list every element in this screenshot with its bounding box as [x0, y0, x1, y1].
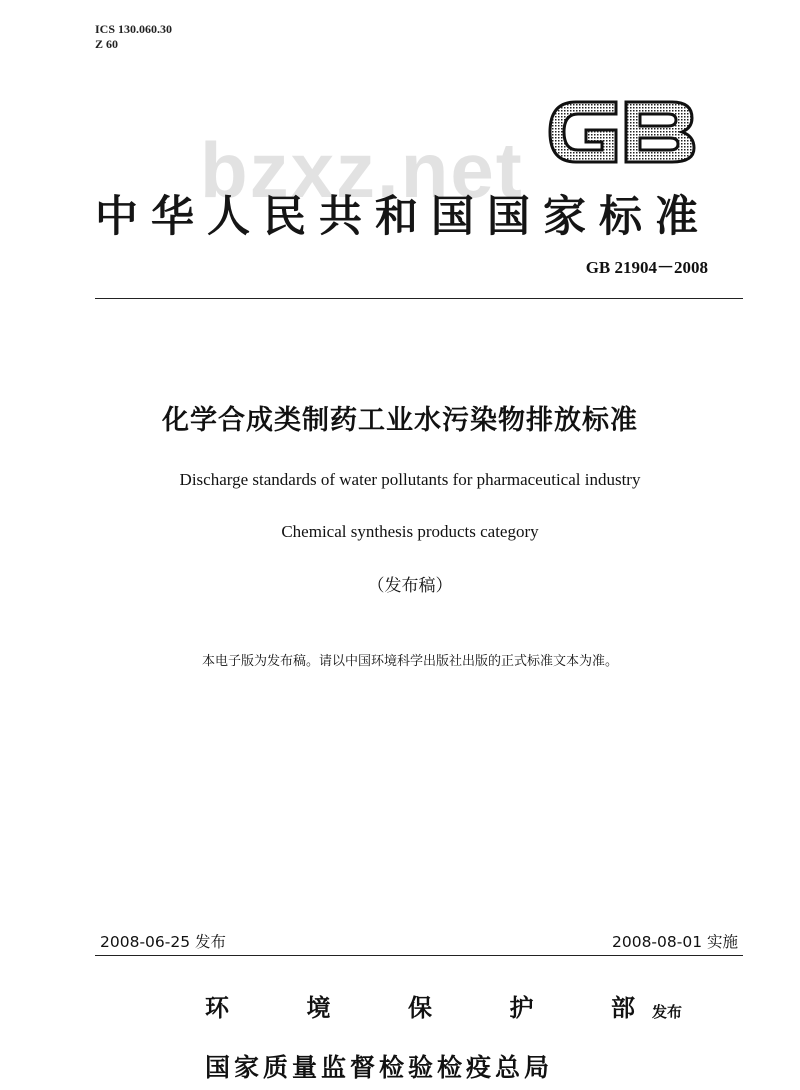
draft-label: （发布稿） — [367, 576, 453, 596]
publisher-char: 保 — [408, 994, 432, 1022]
document-title-en: Discharge standards of water pollutants for pharmaceutical industry — [179, 470, 641, 489]
publisher-char: 护 — [509, 994, 534, 1022]
document-title-cn: 化学合成类制药工业水污染物排放标准 — [162, 405, 638, 436]
publisher-char: 境 — [306, 994, 331, 1022]
publisher-char: 环 — [205, 994, 229, 1022]
publish-suffix: 发布 — [652, 1003, 683, 1021]
classification-codes — [95, 22, 172, 52]
gb-logo — [546, 92, 698, 172]
implementation-date: 2008-08-01 实施 — [611, 933, 738, 951]
national-standard-title: 中华人民共和国国家标准 — [95, 192, 711, 242]
top-divider — [95, 298, 743, 299]
ics-code: ICS 130.060.30 — [95, 22, 173, 36]
publisher-secondary: 国家质量监督检验检疫总局 — [205, 1053, 554, 1082]
issue-date: 2008-06-25 发布 — [100, 933, 227, 951]
category-code: Z 60 — [95, 37, 119, 51]
publisher-primary — [205, 988, 635, 1023]
publisher-char: 部 — [611, 994, 635, 1022]
bottom-divider — [95, 955, 743, 956]
watermark: bzxz.net — [200, 126, 524, 214]
edition-notice: 本电子版为发布稿。请以中国环境科学出版社出版的正式标准文本为准。 — [201, 654, 618, 669]
document-subtitle-en: Chemical synthesis products category — [281, 522, 539, 541]
standard-number: GB 21904－2008 — [585, 258, 708, 277]
